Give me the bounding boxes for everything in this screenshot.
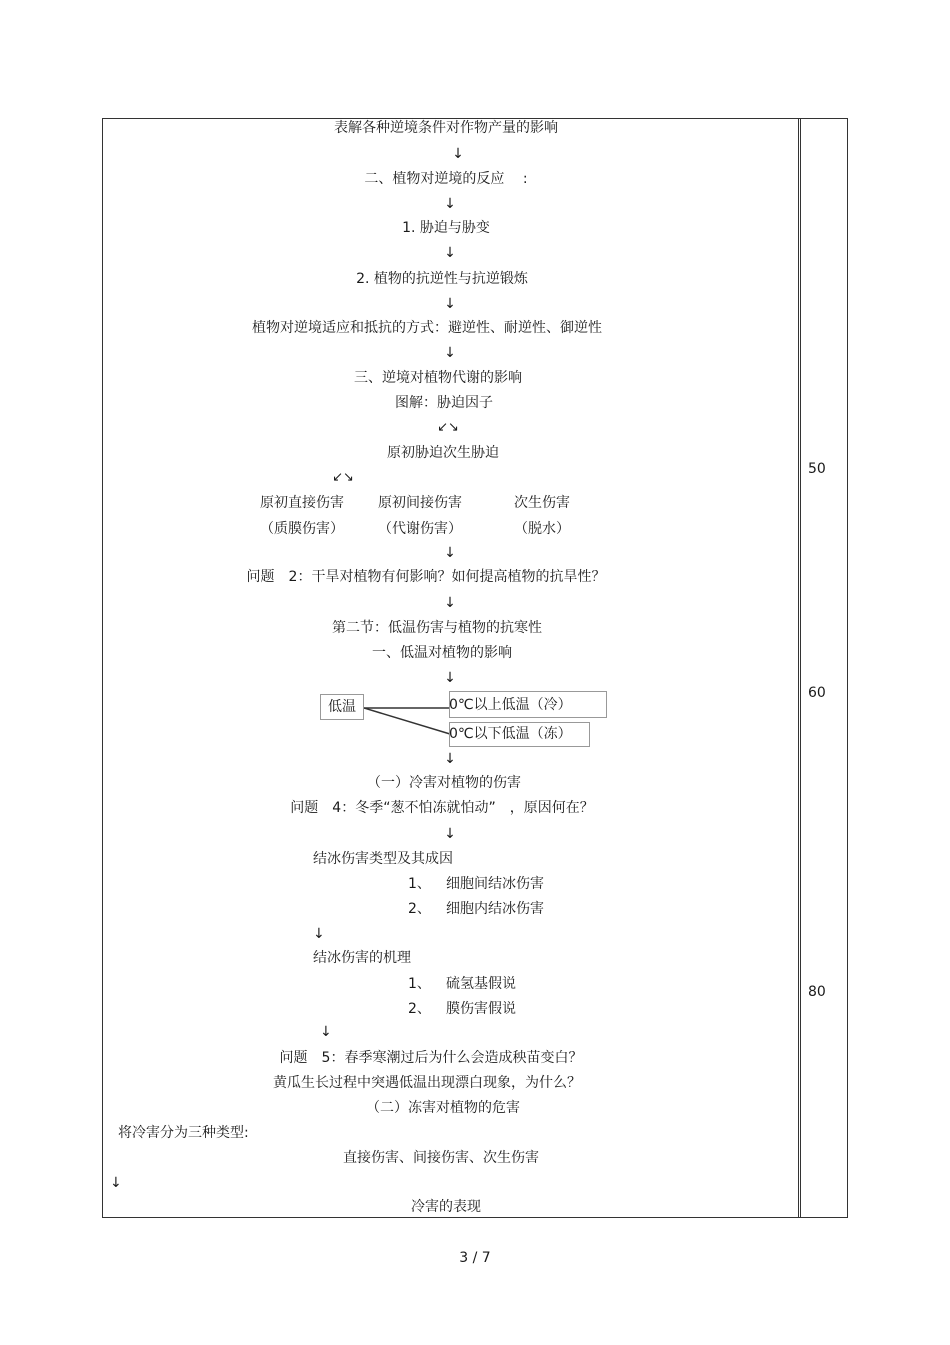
line-20: 硫氢基假说 bbox=[446, 976, 516, 992]
split-arrow: ↙↘ bbox=[437, 420, 459, 435]
line-17: 细胞间结冰伤害 bbox=[446, 876, 544, 892]
down-arrow: ↓ bbox=[110, 1175, 122, 1191]
line-6: 三、逆境对植物代谢的影响 bbox=[354, 370, 522, 386]
minutes-value: 50 bbox=[808, 461, 826, 477]
metabolic-injury: （代谢伤害） bbox=[378, 521, 462, 537]
freeze-label: 0℃以下低温（冻） bbox=[449, 726, 572, 742]
question-2: 问题 2：干旱对植物有何影响？如何提高植物的抗旱性？ bbox=[246, 569, 606, 585]
down-arrow: ↓ bbox=[313, 926, 325, 942]
question-5: 问题 5：春季寒潮过后为什么会造成秧苗变白？ bbox=[279, 1050, 583, 1066]
primary-direct-injury: 原初直接伤害 bbox=[260, 495, 344, 511]
line-13: 一、低温对植物的影响 bbox=[372, 645, 512, 661]
line-4: 2. 植物的抗逆性与抗逆锻炼 bbox=[356, 271, 528, 287]
down-arrow: ↓ bbox=[444, 345, 456, 361]
item-number: 1、 bbox=[408, 876, 431, 892]
line-23: 黄瓜生长过程中突遇低温出现漂白现象，为什么？ bbox=[273, 1075, 581, 1091]
split-arrow: ↙↘ bbox=[332, 470, 354, 485]
down-arrow: ↓ bbox=[444, 751, 456, 767]
primary-indirect-injury: 原初间接伤害 bbox=[378, 495, 462, 511]
line-26: 直接伤害、间接伤害、次生伤害 bbox=[343, 1150, 539, 1166]
down-arrow: ↓ bbox=[452, 146, 464, 162]
item-number: 1、 bbox=[408, 976, 431, 992]
line-18: 细胞内结冰伤害 bbox=[446, 901, 544, 917]
item-number: 2、 bbox=[408, 1001, 431, 1017]
dehydration: （脱水） bbox=[514, 521, 570, 537]
line-7: 图解：胁迫因子 bbox=[395, 395, 493, 411]
line-5: 植物对逆境适应和抵抗的方式：避逆性、耐逆性、御逆性 bbox=[252, 320, 602, 336]
line-8: 原初胁迫次生胁迫 bbox=[387, 445, 499, 461]
line-14: （一）冷害对植物的伤害 bbox=[367, 775, 521, 791]
down-arrow: ↓ bbox=[444, 545, 456, 561]
down-arrow: ↓ bbox=[444, 296, 456, 312]
low-temp-label: 低温 bbox=[328, 699, 356, 715]
line-21: 膜伤害假说 bbox=[446, 1001, 516, 1017]
down-arrow: ↓ bbox=[320, 1024, 332, 1040]
line-19: 结冰伤害的机理 bbox=[313, 950, 411, 966]
line-25: 将冷害分为三种类型: bbox=[118, 1125, 249, 1141]
secondary-injury: 次生伤害 bbox=[514, 495, 570, 511]
column-divider bbox=[800, 118, 801, 1218]
line-27: 冷害的表现 bbox=[411, 1199, 481, 1215]
line-1: 表解各种逆境条件对作物产量的影响 bbox=[334, 120, 558, 136]
down-arrow: ↓ bbox=[444, 595, 456, 611]
question-4: 问题 4：冬季“葱不怕冻就怕动” ，原因何在？ bbox=[290, 800, 594, 816]
minutes-value: 60 bbox=[808, 685, 826, 701]
column-divider bbox=[798, 118, 799, 1218]
down-arrow: ↓ bbox=[444, 245, 456, 261]
section-2-title: 第二节：低温伤害与植物的抗寒性 bbox=[332, 620, 542, 636]
membrane-injury: （质膜伤害） bbox=[260, 521, 344, 537]
down-arrow: ↓ bbox=[444, 826, 456, 842]
line-3: 1. 胁迫与胁变 bbox=[402, 220, 490, 236]
branch-lines bbox=[364, 700, 454, 740]
minutes-value: 80 bbox=[808, 984, 826, 1000]
line-24: （二）冻害对植物的危害 bbox=[366, 1100, 520, 1116]
down-arrow: ↓ bbox=[444, 196, 456, 212]
item-number: 2、 bbox=[408, 901, 431, 917]
cold-label: 0℃以上低温（冷） bbox=[449, 697, 572, 713]
line-2: 二、植物对逆境的反应 : bbox=[364, 171, 528, 187]
page-number: 3 / 7 bbox=[459, 1250, 491, 1266]
line-16: 结冰伤害类型及其成因 bbox=[313, 851, 453, 867]
down-arrow: ↓ bbox=[444, 670, 456, 686]
